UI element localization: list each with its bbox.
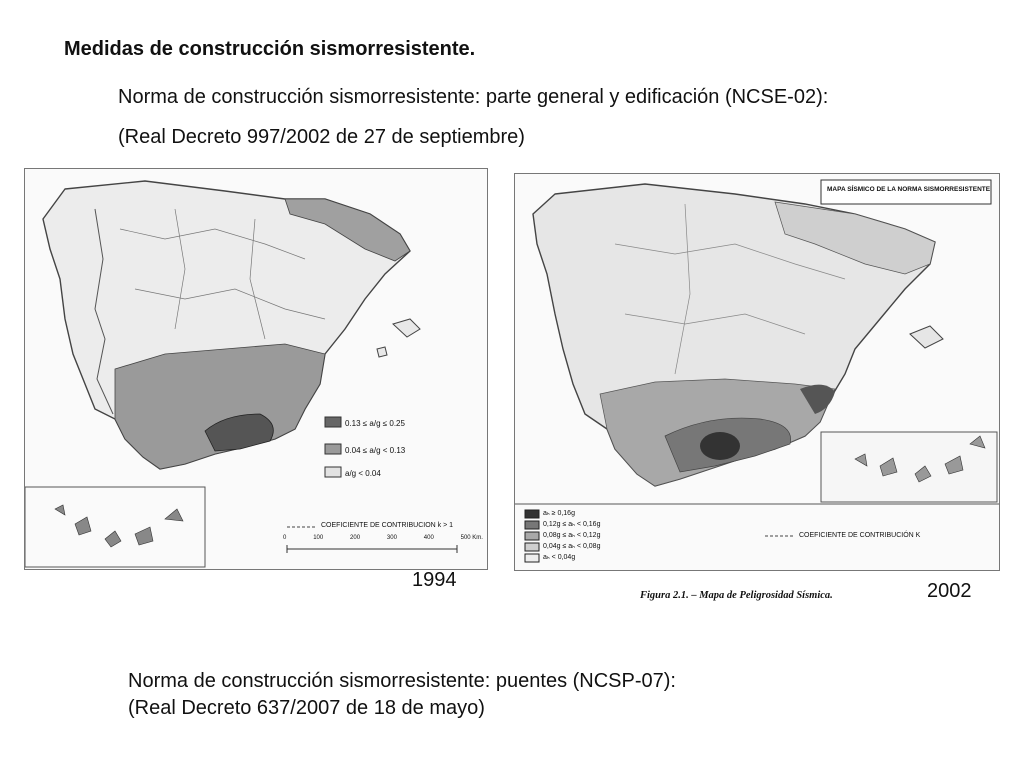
legend-swatch bbox=[325, 417, 341, 427]
legend-label-2002-1: aₕ ≥ 0,16g bbox=[543, 510, 575, 517]
norma-ncsp-decree: (Real Decreto 637/2007 de 18 de mayo) bbox=[128, 697, 485, 719]
legend-label-1994-1: 0.13 ≤ a/g ≤ 0.25 bbox=[345, 419, 405, 428]
figure-caption: Figura 2.1. – Mapa de Peligrosidad Sísmica. bbox=[640, 590, 833, 601]
legend-swatch bbox=[525, 554, 539, 562]
legend-label-2002-5: aₕ < 0,04g bbox=[543, 554, 576, 561]
contribution-label-1994: COEFICIENTE DE CONTRIBUCION k > 1 bbox=[321, 522, 454, 529]
legend-swatch bbox=[525, 543, 539, 551]
norma-ncse-title: Norma de construcción sismorresistente: parte general y edificación (NCSE-02): bbox=[118, 86, 829, 108]
scale-ticks-1994: 0 100 200 300 400 500 Km. bbox=[283, 535, 483, 541]
page-title: Medidas de construcción sismorresistente. bbox=[64, 38, 476, 60]
legend-swatch bbox=[525, 510, 539, 518]
legend-1994 bbox=[325, 417, 341, 477]
legend-label-1994-3: a/g < 0.04 bbox=[345, 469, 381, 478]
norma-ncsp-title: Norma de construcción sismorresistente: puentes (NCSP-07): bbox=[128, 670, 676, 692]
legend-swatch bbox=[525, 521, 539, 529]
legend-swatch bbox=[325, 467, 341, 477]
seismic-map-2002 bbox=[514, 173, 1000, 571]
legend-label-2002-2: 0,12g ≤ aₕ < 0,16g bbox=[543, 521, 601, 528]
map-year-2002: 2002 bbox=[927, 580, 972, 602]
seismic-map-1994 bbox=[24, 168, 488, 570]
legend-label-2002-4: 0,04g ≤ aₕ < 0,08g bbox=[543, 543, 601, 550]
norma-ncsp bbox=[128, 668, 676, 722]
legend-label-1994-2: 0.04 ≤ a/g < 0.13 bbox=[345, 446, 406, 455]
map-2002-title: MAPA SÍSMICO DE LA NORMA SISMORRESISTENTE bbox=[827, 186, 991, 193]
legend-swatch bbox=[325, 444, 341, 454]
legend-swatch bbox=[525, 532, 539, 540]
legend-label-2002-3: 0,08g ≤ aₕ < 0,12g bbox=[543, 532, 601, 539]
contribution-label-2002: COEFICIENTE DE CONTRIBUCIÓN K bbox=[799, 532, 921, 539]
map-year-1994: 1994 bbox=[412, 569, 457, 591]
norma-ncse-decree: (Real Decreto 997/2002 de 27 de septiembre) bbox=[118, 126, 525, 148]
